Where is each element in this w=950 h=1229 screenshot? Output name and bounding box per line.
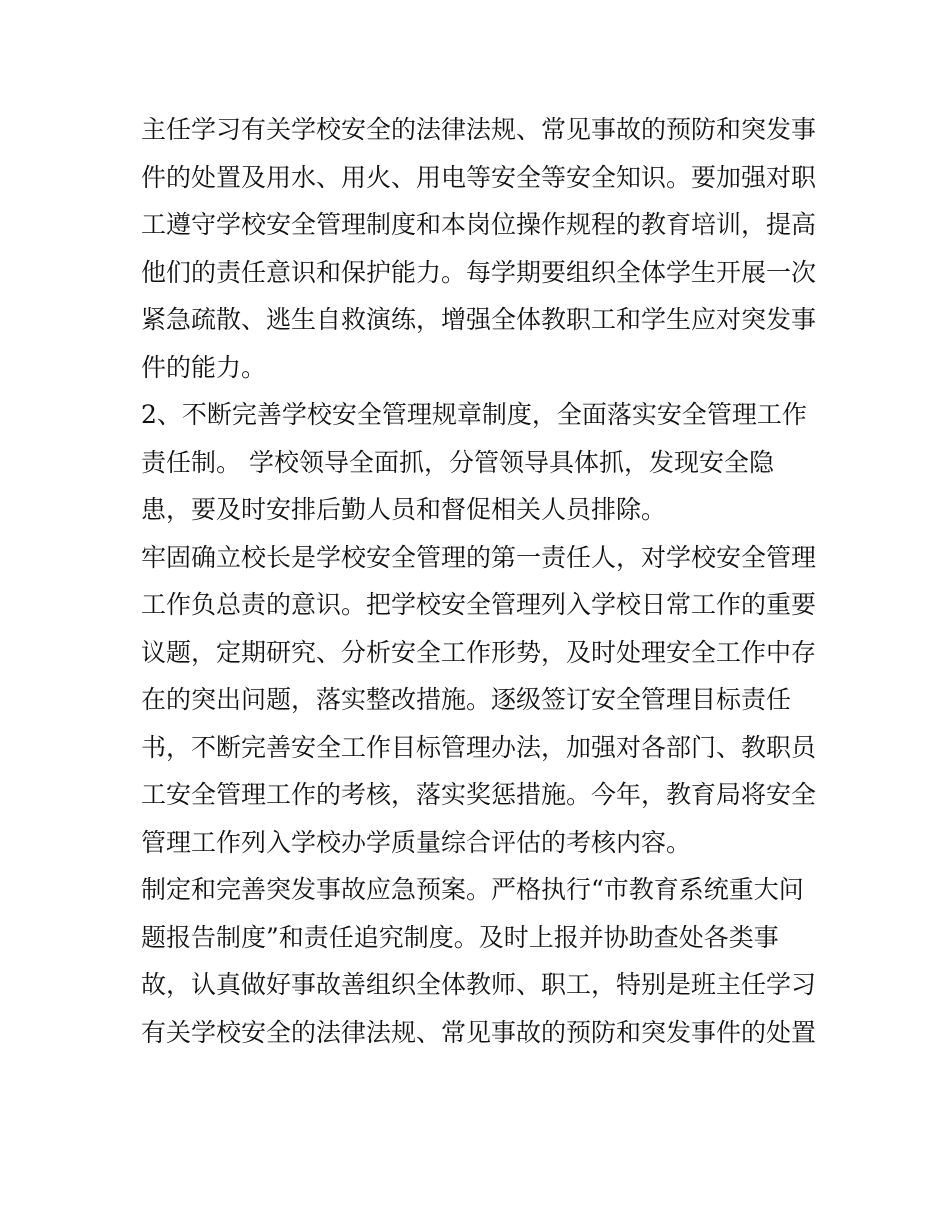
text-line-3: 工遵守学校安全管理制度和本岗位操作规程的教育培训，提高 (141, 210, 817, 239)
text-line-18: 题报告制度”和责任追究制度。及时上报并协助查处各类事 (141, 922, 779, 952)
text-line-13: 在的突出问题，落实整改措施。逐级签订安全管理目标责任 (141, 685, 792, 714)
body-text (141, 106, 821, 1056)
text-line-7: 2、不断完善学校安全管理规章制度，全面落实安全管理工作 (141, 400, 807, 429)
text-line-2: 件的处置及用水、用火、用电等安全等安全知识。要加强对职 (141, 162, 817, 192)
text-line-11: 工作负总责的意识。把学校安全管理列入学校日常工作的重要 (141, 590, 817, 619)
text-line-9: 患，要及时安排后勤人员和督促相关人员排除。 (141, 495, 667, 524)
text-line-4: 他们的责任意识和保护能力。每学期要组织全体学生开展一次 (141, 257, 817, 287)
text-line-14: 书，不断完善安全工作目标管理办法，加强对各部门、教职员 (141, 732, 817, 762)
text-line-10: 牢固确立校长是学校安全管理的第一责任人，对学校安全管理 (141, 542, 817, 572)
text-line-20: 有关学校安全的法律法规、常见事故的预防和突发事件的处置 (141, 1017, 817, 1047)
text-line-1: 主任学习有关学校安全的法律法规、常见事故的预防和突发事 (141, 115, 817, 144)
text-line-17: 制定和完善突发事故应急预案。严格执行“市教育系统重大问 (141, 875, 804, 904)
text-line-12: 议题，定期研究、分析安全工作形势，及时处理安全工作中存 (141, 637, 817, 667)
text-line-5: 紧急疏散、逃生自救演练，增强全体教职工和学生应对突发事 (141, 305, 817, 334)
text-line-15: 工安全管理工作的考核，落实奖惩措施。今年，教育局将安全 (141, 780, 817, 809)
text-line-6: 件的能力。 (141, 352, 267, 382)
text-line-16: 管理工作列入学校办学质量综合评估的考核内容。 (141, 827, 692, 857)
text-line-8: 责任制。 学校领导全面抓，分管领导具体抓，发现安全隐 (141, 447, 774, 477)
text-line-19: 故，认真做好事故善组织全体教师、职工，特别是班主任学习 (141, 970, 817, 999)
